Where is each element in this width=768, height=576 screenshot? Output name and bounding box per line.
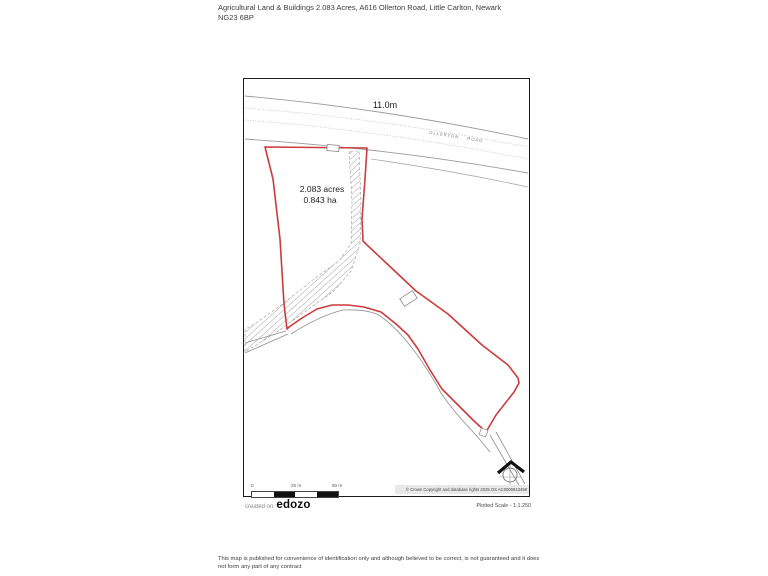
road-name-label: OLLERTON ROAD (428, 129, 484, 144)
scale-segment (295, 492, 317, 497)
plotted-scale-label: Plotted Scale - 1:1,250 (476, 503, 531, 509)
area-label-hectares: 0.843 ha (303, 195, 337, 205)
road-width-label: 11.0m (372, 100, 398, 110)
disclaimer-line-1: This map is published for convenience of identification only and although believed to be correct, is not guaranteed and it does (218, 556, 540, 562)
edozo-credit (245, 499, 311, 511)
map-canvas (244, 79, 529, 496)
scale-zero-label: 0 (251, 483, 254, 488)
scale-bar (251, 483, 351, 498)
map-frame (243, 78, 530, 497)
culvert-symbol (479, 428, 525, 487)
disclaimer-line-2: not form any part of any contract (218, 563, 302, 570)
scale-segment (252, 492, 274, 497)
scale-bar-labels (251, 483, 351, 490)
area-label-acres: 2.083 acres (299, 184, 345, 194)
disclaimer (218, 556, 563, 571)
edozo-logo: edozo (276, 499, 311, 511)
scale-end-label: 50 m (332, 483, 343, 488)
field-boundary-lines (245, 310, 490, 452)
credit-prefix-label: created on (245, 504, 274, 510)
document-title (218, 3, 548, 22)
hatched-track (245, 151, 361, 352)
scale-mid-label: 25 m (291, 483, 302, 488)
title-line-2: NG23 6BP (218, 12, 254, 22)
building-field (400, 291, 417, 307)
title-line-1: Agricultural Land & Buildings 2.083 Acres, A616 Ollerton Road, Little Carlton, Newark (218, 3, 502, 12)
copyright-notice: © Crown Copyright and database rights 2025 OS AC0000813458 (395, 485, 529, 494)
building-roadside (327, 144, 339, 151)
scale-segment (317, 492, 339, 497)
map-footer-row (243, 498, 531, 514)
scale-segment (274, 492, 296, 497)
scale-bar-segments (251, 491, 339, 498)
